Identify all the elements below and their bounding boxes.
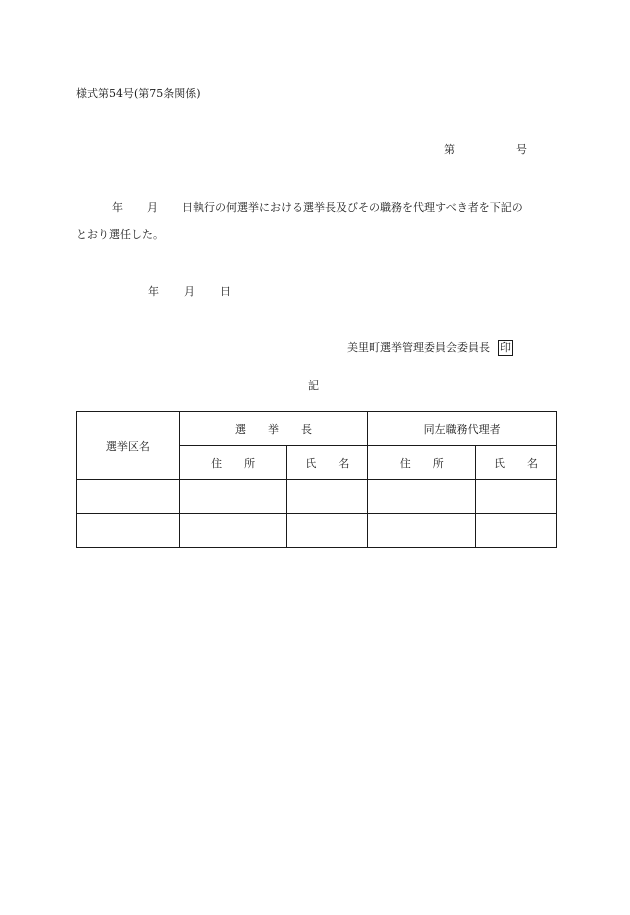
header-deputy: 同左職務代理者 — [368, 412, 557, 446]
body-month: 月 — [147, 201, 158, 214]
table-cell[interactable] — [476, 480, 557, 514]
table-row — [77, 514, 557, 548]
table-cell[interactable] — [368, 514, 476, 548]
table-row — [77, 480, 557, 514]
appointment-table — [76, 411, 557, 548]
seal-mark: 印 — [500, 341, 511, 354]
issuer-title: 美里町選挙管理委員会委員長 — [347, 341, 490, 354]
ki-heading: 記 — [308, 379, 319, 392]
header-chief-name: 氏 名 — [287, 446, 368, 480]
body-year: 年 — [112, 201, 123, 214]
date-day: 日 — [220, 285, 231, 298]
body-line-2: とおり選任した。 — [76, 228, 164, 241]
table-cell[interactable] — [368, 480, 476, 514]
table-cell[interactable] — [287, 480, 368, 514]
doc-number-prefix: 第 — [444, 143, 455, 156]
header-deputy-name: 氏 名 — [476, 446, 557, 480]
doc-number-suffix: 号 — [516, 143, 527, 156]
date-year: 年 — [148, 285, 159, 298]
table-cell[interactable] — [179, 514, 287, 548]
body-text-1: 日執行の何選挙における選挙長及びその職務を代理すべき者を下記の — [182, 201, 523, 214]
body-line-1 — [76, 200, 523, 216]
header-chief-address: 住 所 — [179, 446, 287, 480]
date-month: 月 — [184, 285, 195, 298]
table-cell[interactable] — [77, 480, 180, 514]
issuer-block — [347, 339, 513, 356]
header-chief: 選 挙 長 — [179, 412, 368, 446]
table-cell[interactable] — [77, 514, 180, 548]
header-deputy-address: 住 所 — [368, 446, 476, 480]
table-cell[interactable] — [287, 514, 368, 548]
form-number: 様式第54号(第75条関係) — [76, 87, 201, 100]
table-cell[interactable] — [476, 514, 557, 548]
header-district: 選挙区名 — [77, 412, 180, 480]
table-cell[interactable] — [179, 480, 287, 514]
